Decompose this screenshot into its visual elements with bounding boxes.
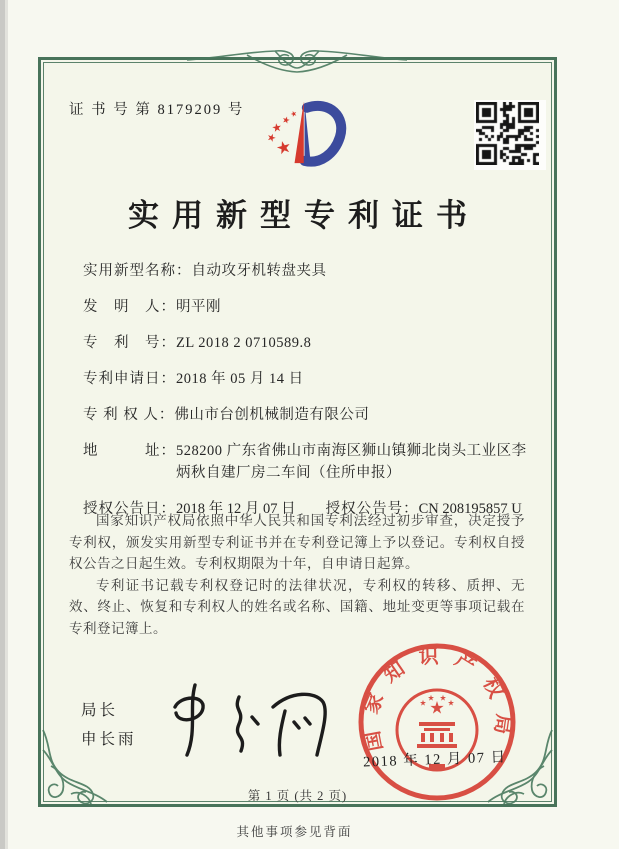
field-label: 专利申请日：	[83, 371, 176, 387]
back-note: 其他事项参见背面	[236, 825, 353, 839]
field-address	[83, 440, 533, 484]
field-label: 专 利 权 人：	[83, 407, 175, 423]
field-patent-number	[83, 332, 533, 354]
seal-date: 2018 年 12 月 07 日	[362, 749, 507, 771]
field-inventor	[83, 296, 533, 318]
field-label: 授权公告号：	[325, 501, 419, 517]
certificate-fields	[83, 260, 533, 520]
field-label: 地 址：	[83, 443, 176, 459]
seal-text: 国家知识产权局	[359, 645, 515, 753]
director-title: 局长	[81, 702, 119, 719]
svg-text:国家知识产权局	[358, 645, 515, 753]
scan-edge-highlight	[5, 0, 8, 849]
legal-text	[69, 510, 525, 639]
field-filing-date	[83, 368, 533, 390]
field-label: 专 利 号：	[83, 335, 176, 351]
director-name: 申长雨	[81, 731, 137, 748]
page-number: 第 1 页 (共 2 页)	[247, 789, 348, 803]
field-value: 528200 广东省佛山市南海区狮山镇狮北岗头工业区李炳秋自建厂房二车间（住所申报）	[176, 443, 527, 481]
legal-paragraph-1: 国家知识产权局依照中华人民共和国专利法经过初步审查，决定授予专利权，颁发实用新型专利证书并在专利登记簿上予以登记。专利权自授权公告之日起生效。专利权期限为十年，自申请日起算。	[69, 513, 525, 571]
top-border-flourish-icon	[187, 46, 407, 76]
field-label: 实用新型名称：	[83, 263, 192, 279]
qr-code	[474, 100, 546, 170]
field-label: 发 明 人：	[83, 299, 176, 315]
cnipa-official-seal-icon	[353, 638, 521, 806]
field-utility-model-name	[83, 260, 533, 282]
certificate-frame	[38, 57, 557, 807]
field-value: 自动攻牙机转盘夹具	[191, 263, 327, 279]
certificate-title: 实用新型专利证书	[128, 198, 480, 233]
certificate-number: 证 书 号 第 8179209 号	[69, 102, 245, 118]
field-value: 佛山市台创机械制造有限公司	[174, 407, 370, 423]
field-value: CN 208195857 U	[418, 501, 522, 517]
field-value: 明平刚	[176, 299, 221, 315]
field-label: 授权公告日：	[83, 501, 176, 517]
director-signature-icon	[151, 675, 346, 765]
director-block	[81, 696, 137, 754]
legal-paragraph-2: 专利证书记载专利权登记时的法律状况，专利权的转移、质押、无效、终止、恢复和专利权人的姓名或名称、国籍、地址变更等事项记载在专利登记簿上。	[69, 577, 525, 636]
field-value: 2018 年 12 月 07 日	[176, 501, 296, 517]
field-value: ZL 2018 2 0710589.8	[176, 335, 312, 351]
field-value: 2018 年 05 月 14 日	[176, 371, 304, 387]
field-patentee	[83, 404, 533, 426]
cnipa-logo-icon	[253, 88, 353, 176]
